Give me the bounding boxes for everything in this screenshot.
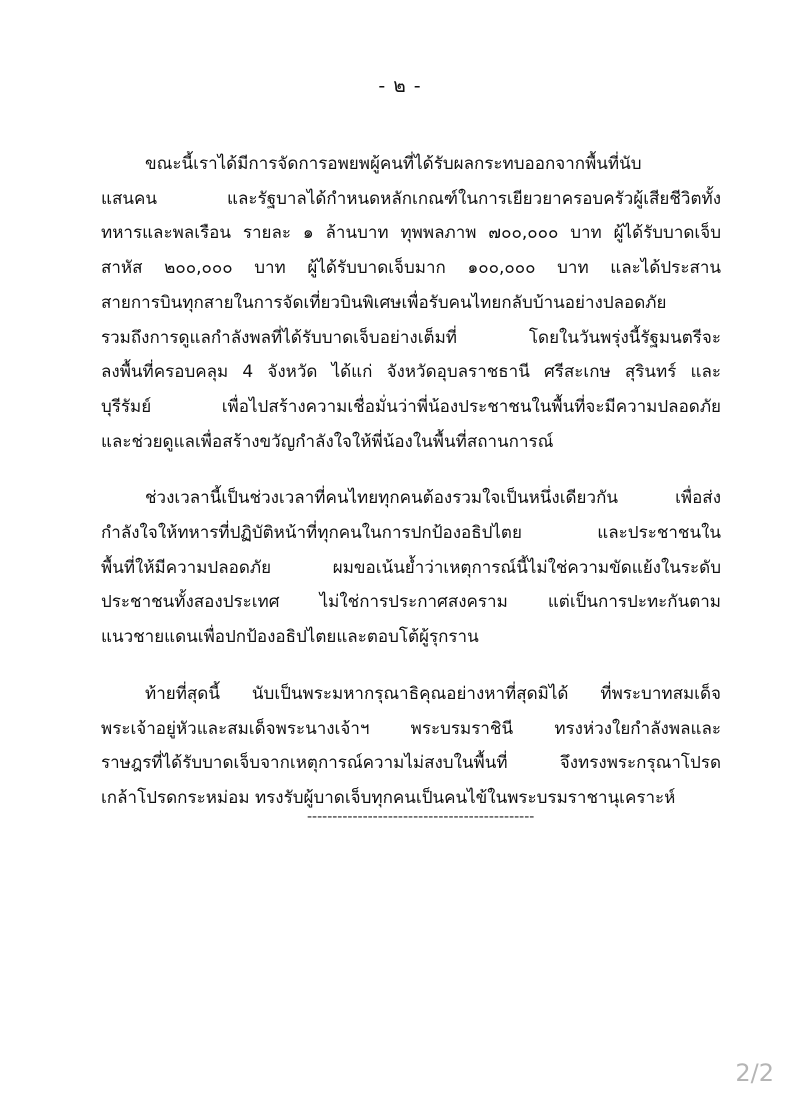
text-line: แนวชายแดนเพื่อปกป้องอธิปไตยและตอบโต้ผู้รุกราน [101, 627, 479, 648]
paragraph-spacer [101, 655, 721, 677]
text-line: ประชาชนทั้งสองประเทศ ไม่ใช่การประกาศสงคราม แต่เป็นการปะทะกันตาม [101, 592, 721, 613]
text-line: แสนคน และรัฐบาลได้กำหนดหลักเกณฑ์ในการเยียวยาครอบครัวผู้เสียชีวิตทั้ง [101, 188, 721, 209]
text-line: ทหารและพลเรือน รายละ ๑ ล้านบาท ทุพพลภาพ ๗๐๐,๐๐๐ บาท ผู้ได้รับบาดเจ็บ [101, 223, 721, 244]
page-counter: 2/2 [735, 1059, 774, 1087]
text-line: บุรีรัมย์ เพื่อไปสร้างความเชื่อมั่นว่าพี่น้องประชาชนในพื้นที่จะมีความปลอดภัย [101, 396, 721, 417]
page-number: - ๒ - [378, 75, 422, 97]
text-line: สายการบินทุกสายในการจัดเที่ยวบินพิเศษเพื่อรับคนไทยกลับบ้านอย่างปลอดภัย [101, 292, 667, 313]
text-line: ขณะนี้เราได้มีการจัดการอพยพผู้คนที่ได้รับผลกระทบออกจากพื้นที่นับ [145, 154, 642, 174]
text-line: ลงพื้นที่ครอบคลุม 4 จังหวัด ได้แก่ จังหวัดอุบลราชธานี ศรีสะเกษ สุรินทร์ และ [101, 362, 721, 383]
paragraph-spacer [101, 459, 721, 481]
paragraph-1 [101, 147, 721, 459]
text-line: รวมถึงการดูแลกำลังพลที่ได้รับบาดเจ็บอย่างเต็มที่ โดยในวันพรุ่งนี้รัฐมนตรีจะ [101, 327, 721, 348]
closing-dashed-rule: --------------------------------------------- [307, 809, 535, 825]
text-line: พื้นที่ให้มีความปลอดภัย ผมขอเน้นย้ำว่าเหตุการณ์นี้ไม่ใช่ความขัดแย้งในระดับ [101, 557, 721, 578]
text-line: ท้ายที่สุดนี้ นับเป็นพระมหากรุณาธิคุณอย่างหาที่สุดมิได้ ที่พระบาทสมเด็จ [145, 683, 721, 704]
text-line: ช่วงเวลานี้เป็นช่วงเวลาที่คนไทยทุกคนต้องรวมใจเป็นหนึ่งเดียวกัน เพื่อส่ง [145, 488, 721, 509]
text-line: พระเจ้าอยู่หัวและสมเด็จพระนางเจ้าฯ พระบรมราชินี ทรงห่วงใยกำลังพลและ [101, 718, 721, 739]
document-body [101, 147, 721, 816]
paragraph-2 [101, 481, 721, 655]
text-line: สาหัส ๒๐๐,๐๐๐ บาท ผู้ได้รับบาดเจ็บมาก ๑๐๐,๐๐๐ บาท และได้ประสาน [101, 258, 721, 279]
text-line: และช่วยดูแลเพื่อสร้างขวัญกำลังใจให้พี่น้องในพื้นที่สถานการณ์ [101, 431, 554, 452]
text-line: กำลังใจให้ทหารที่ปฏิบัติหน้าที่ทุกคนในการปกป้องอธิปไตย และประชาชนใน [101, 523, 721, 544]
paragraph-3 [101, 677, 721, 816]
text-line: เกล้าโปรดกระหม่อม ทรงรับผู้บาดเจ็บทุกคนเป็นคนไข้ในพระบรมราชานุเคราะห์ [101, 787, 676, 808]
text-line: ราษฎรที่ได้รับบาดเจ็บจากเหตุการณ์ความไม่สงบในพื้นที่ จึงทรงพระกรุณาโปรด [101, 753, 721, 774]
